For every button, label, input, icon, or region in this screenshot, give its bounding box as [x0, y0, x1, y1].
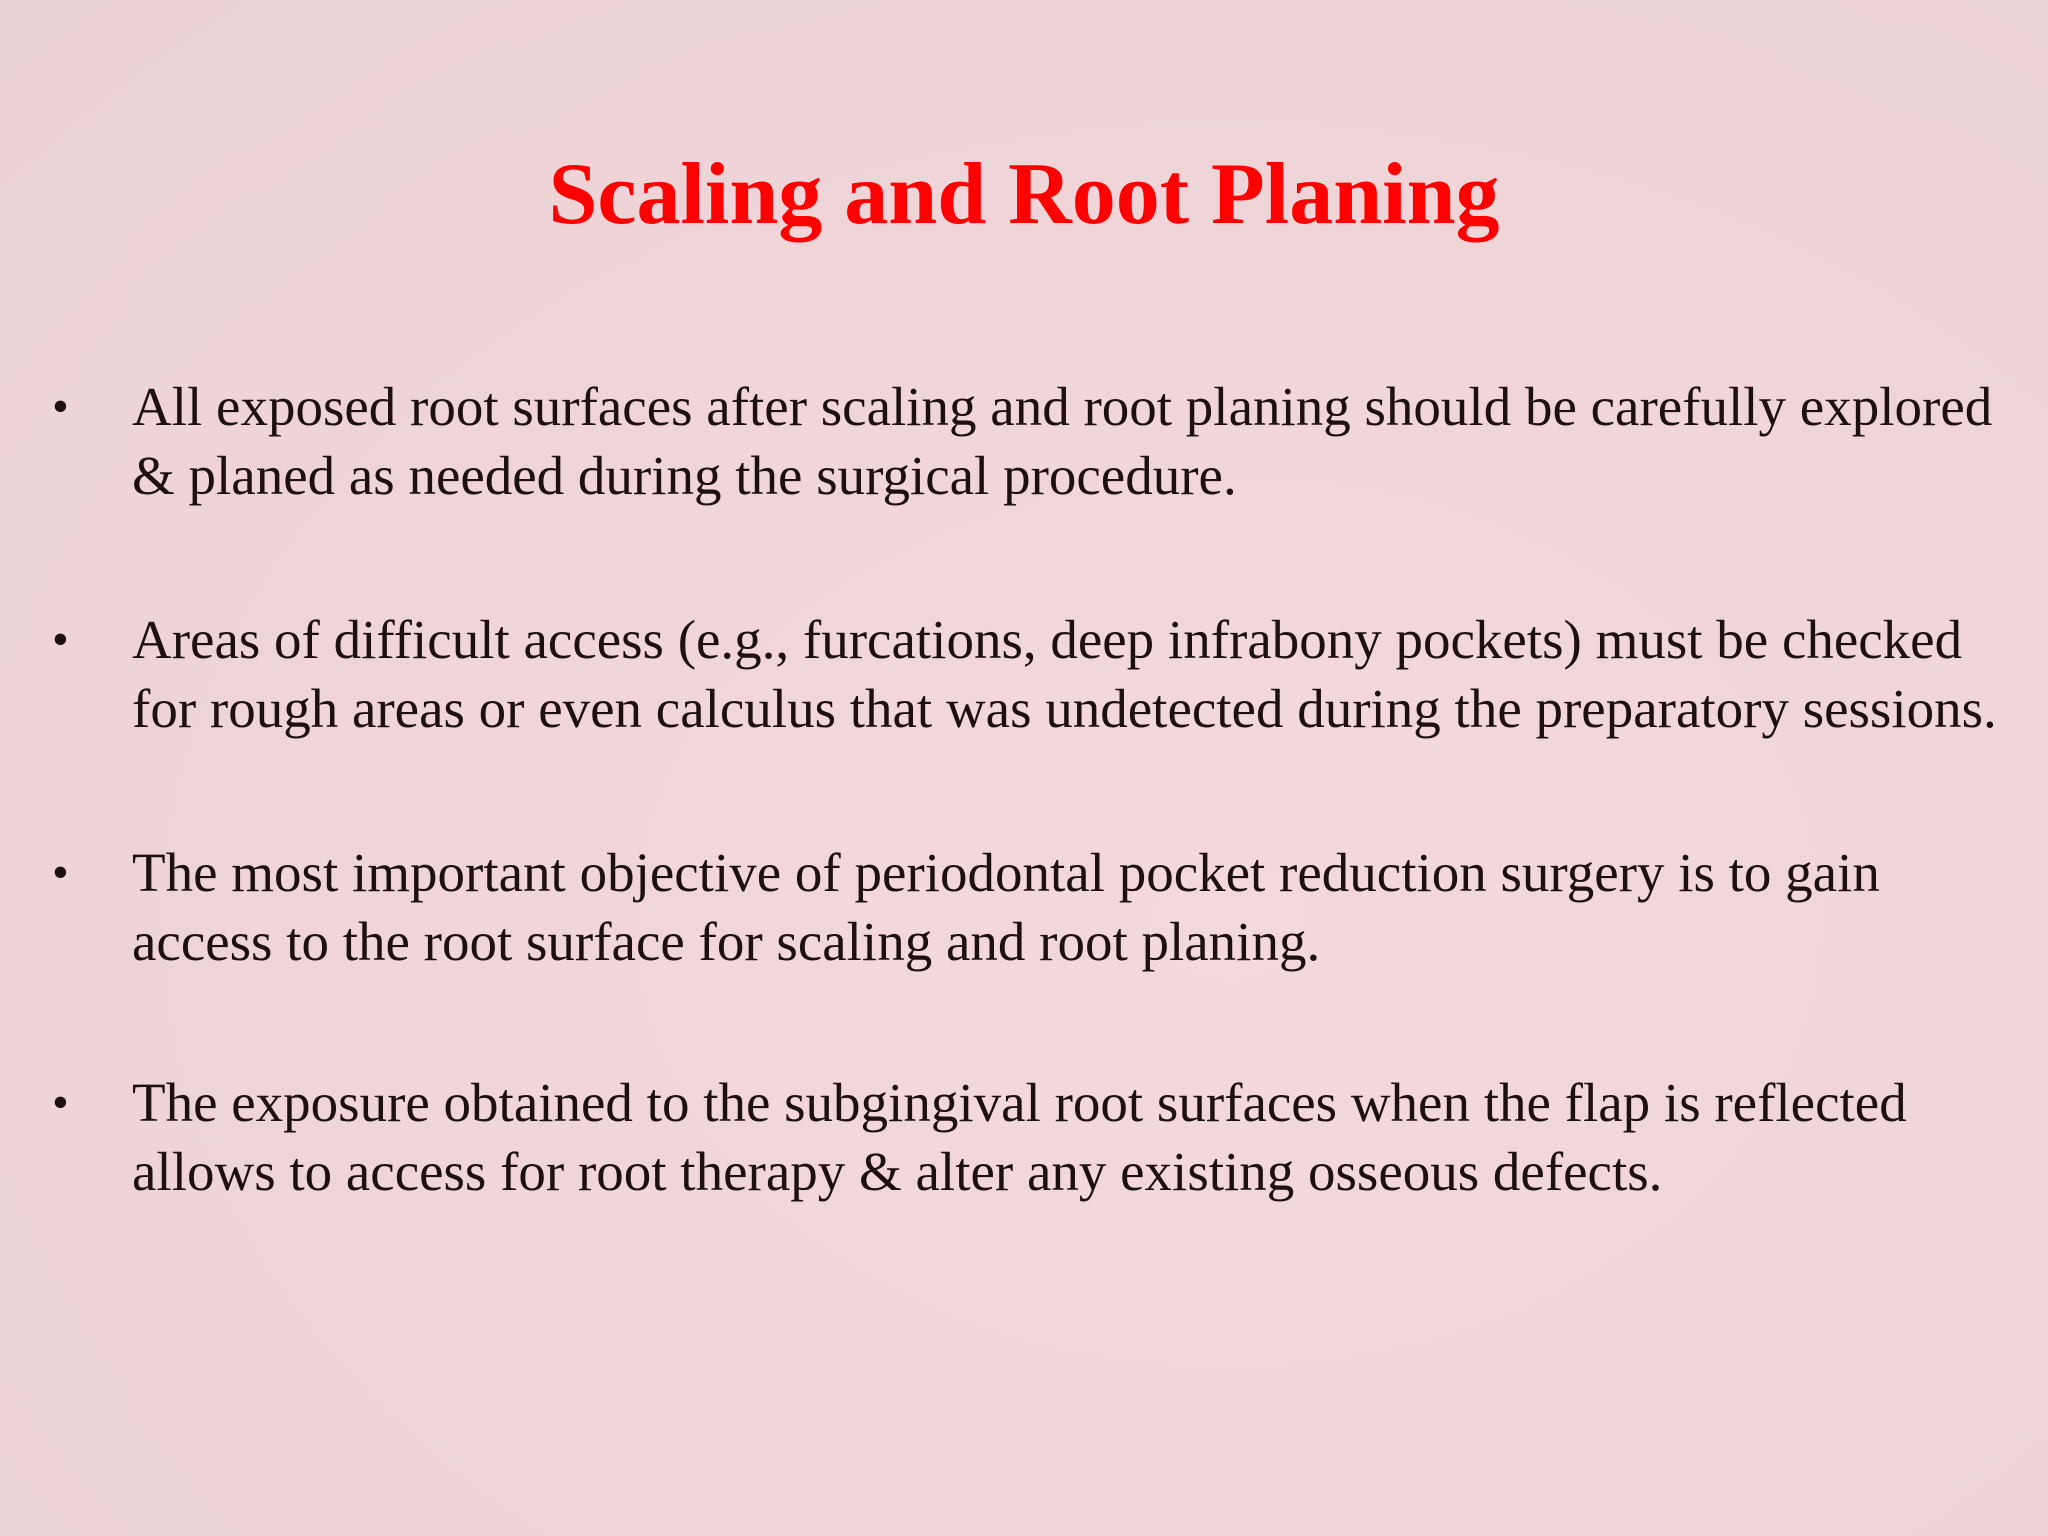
bullet-item-4 [0, 1068, 2048, 1206]
bullet-dot-icon: • [52, 846, 69, 899]
slide-title: Scaling and Root Planing [548, 146, 1500, 243]
bullet-text-1: All exposed root surfaces after scaling and root planing should be carefully explored & planed as needed during the surgical procedure. [132, 376, 1993, 506]
bullet-dot-icon: • [52, 380, 69, 433]
bullet-list [0, 372, 2048, 1301]
bullet-text-4: The exposure obtained to the subgingival root surfaces when the flap is reflected allows to access for root therapy & alter any existing osseous defects. [132, 1072, 1907, 1202]
bullet-item-2 [0, 605, 2048, 743]
bullet-dot-icon: • [52, 613, 69, 666]
bullet-dot-icon: • [52, 1076, 69, 1129]
bullet-item-1 [0, 372, 2048, 510]
bullet-text-2: Areas of difficult access (e.g., furcations, deep infrabony pockets) must be checked for rough areas or even calculus that was undetected during the preparatory sessions. [132, 609, 1997, 739]
bullet-text-3: The most important objective of periodontal pocket reduction surgery is to gain access to the root surface for scaling and root planing. [132, 842, 1880, 972]
bullet-item-3 [0, 838, 2048, 976]
